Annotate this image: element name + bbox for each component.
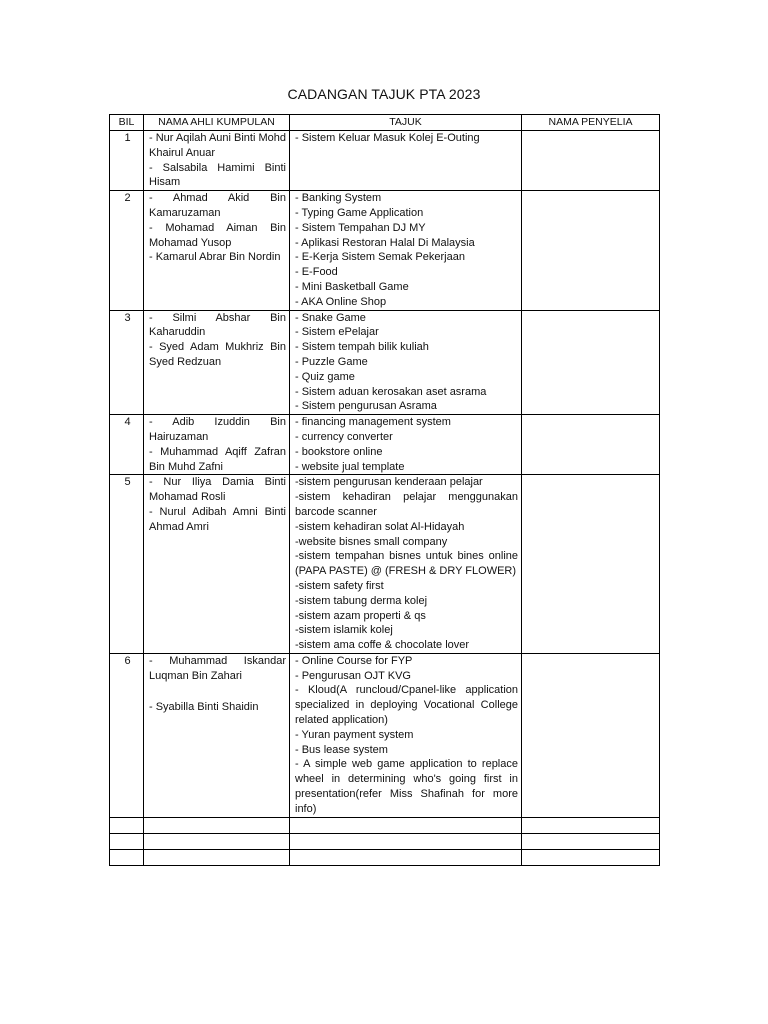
table-row	[110, 653, 660, 817]
table-header-row	[110, 115, 660, 131]
topic-item: - AKA Online Shop	[295, 295, 387, 308]
row-number: 6	[110, 653, 144, 817]
empty-cell	[290, 833, 522, 849]
topic-item: - E-Kerja Sistem Semak Pekerjaan	[295, 251, 465, 264]
empty-cell	[144, 817, 290, 833]
topic-item: - Kloud(A runcloud/Cpanel-like application specialized in deploying Vocational College related application)	[295, 684, 518, 727]
topic-item: -sistem pengurusan kenderaan pelajar	[295, 476, 483, 489]
empty-cell	[522, 849, 660, 865]
empty-cell	[290, 817, 522, 833]
member-name: - Muhammad Iskandar Luqman Bin Zahari	[149, 654, 286, 682]
row-number: 3	[110, 310, 144, 415]
topic-item: - financing management system	[295, 416, 451, 429]
topic-item: -sistem islamik kolej	[295, 624, 393, 637]
member-name: - Salsabila Hamimi Binti Hisam	[149, 161, 286, 189]
empty-row	[110, 849, 660, 865]
member-name: - Mohamad Aiman Bin Mohamad Yusop	[149, 221, 286, 249]
members-cell	[144, 191, 290, 310]
topics-cell	[290, 191, 522, 310]
table-row	[110, 191, 660, 310]
topics-cell	[290, 310, 522, 415]
empty-cell	[522, 817, 660, 833]
topic-item: - Sistem tempah bilik kuliah	[295, 341, 429, 354]
supervisor-cell	[522, 131, 660, 191]
header-bil: BIL	[110, 115, 144, 131]
member-name: - Nur Aqilah Auni Binti Mohd Khairul Anuar	[149, 132, 286, 159]
empty-row	[110, 817, 660, 833]
empty-cell	[110, 833, 144, 849]
member-name: - Kamarul Abrar Bin Nordin	[149, 251, 281, 264]
topic-item: -sistem safety first	[295, 579, 384, 592]
row-number: 5	[110, 475, 144, 654]
empty-cell	[522, 833, 660, 849]
topic-item: -sistem tempahan bisnes untuk bines online (PAPA PASTE) @ (FRESH & DRY FLOWER)	[295, 550, 518, 578]
topic-item: -sistem tabung derma kolej	[295, 594, 428, 607]
member-name: - Syed Adam Mukhriz Bin Syed Redzuan	[149, 341, 286, 368]
topics-cell	[290, 653, 522, 817]
member-name: - Nur Iliya Damia Binti Mohamad Rosli	[149, 476, 286, 504]
topic-item: - Snake Game	[295, 311, 366, 324]
member-name: - Muhammad Aqiff Zafran Bin Muhd Zafni	[149, 445, 286, 473]
header-supervisor: NAMA PENYELIA	[522, 115, 660, 131]
topic-item: - Sistem Tempahan DJ MY	[295, 221, 426, 234]
empty-cell	[110, 817, 144, 833]
topic-item: -sistem azam properti & qs	[295, 609, 426, 622]
member-name: - Silmi Abshar Bin Kaharuddin	[149, 311, 286, 339]
supervisor-cell	[522, 415, 660, 475]
topic-item: - Mini Basketball Game	[295, 280, 409, 293]
topics-cell	[290, 475, 522, 654]
table-row	[110, 131, 660, 191]
topic-item: - A simple web game application to replace wheel in determining who's going first in presentation(refer Miss Shafinah for more info)	[295, 758, 518, 815]
empty-row	[110, 833, 660, 849]
topic-item: - E-Food	[295, 266, 338, 279]
topic-item: - Sistem Keluar Masuk Kolej E-Outing	[295, 132, 480, 144]
header-members: NAMA AHLI KUMPULAN	[144, 115, 290, 131]
table-row	[110, 415, 660, 475]
supervisor-cell	[522, 475, 660, 654]
member-name: - Nurul Adibah Amni Binti Ahmad Amri	[149, 505, 286, 533]
proposal-table	[109, 114, 660, 866]
topic-item: - Puzzle Game	[295, 355, 368, 368]
members-cell	[144, 310, 290, 415]
members-cell	[144, 653, 290, 817]
topic-item: - bookstore online	[295, 445, 383, 458]
header-topic: TAJUK	[290, 115, 522, 131]
topic-item: - currency converter	[295, 430, 393, 443]
document-title: CADANGAN TAJUK PTA 2023	[287, 86, 481, 102]
empty-cell	[144, 849, 290, 865]
members-cell	[144, 131, 290, 191]
member-name: - Syabilla Binti Shaidin	[149, 701, 259, 714]
topics-cell	[290, 415, 522, 475]
topic-item: - Yuran payment system	[295, 728, 414, 741]
empty-cell	[290, 849, 522, 865]
topic-item: -sistem kehadiran solat Al-Hidayah	[295, 520, 465, 533]
topic-item: - Sistem pengurusan Asrama	[295, 400, 437, 413]
member-name: - Ahmad Akid Bin Kamaruzaman	[149, 192, 286, 219]
members-cell	[144, 475, 290, 654]
table-row	[110, 310, 660, 415]
topic-item: - Typing Game Application	[295, 206, 424, 219]
member-name: - Adib Izuddin Bin Hairuzaman	[149, 416, 286, 443]
topic-item: -sistem kehadiran pelajar menggunakan barcode scanner	[295, 491, 518, 518]
row-number: 4	[110, 415, 144, 475]
topics-cell	[290, 131, 522, 191]
supervisor-cell	[522, 310, 660, 415]
topic-item: - Banking System	[295, 192, 382, 205]
topic-item: - Quiz game	[295, 370, 355, 383]
topic-item: - Sistem aduan kerosakan aset asrama	[295, 385, 487, 398]
table-row	[110, 475, 660, 654]
topic-item: - Online Course for FYP	[295, 654, 413, 667]
supervisor-cell	[522, 191, 660, 310]
topic-item: - Sistem ePelajar	[295, 326, 379, 339]
row-number: 2	[110, 191, 144, 310]
topic-item: -sistem ama coffe & chocolate lover	[295, 639, 470, 652]
topic-item: -website bisnes small company	[295, 535, 448, 548]
members-cell	[144, 415, 290, 475]
empty-cell	[144, 833, 290, 849]
topic-item: - Aplikasi Restoran Halal Di Malaysia	[295, 236, 475, 249]
supervisor-cell	[522, 653, 660, 817]
topic-item: - Pengurusan OJT KVG	[295, 669, 411, 682]
topic-item: - website jual template	[295, 460, 405, 473]
empty-cell	[110, 849, 144, 865]
topic-item: - Bus lease system	[295, 743, 388, 756]
row-number: 1	[110, 131, 144, 191]
